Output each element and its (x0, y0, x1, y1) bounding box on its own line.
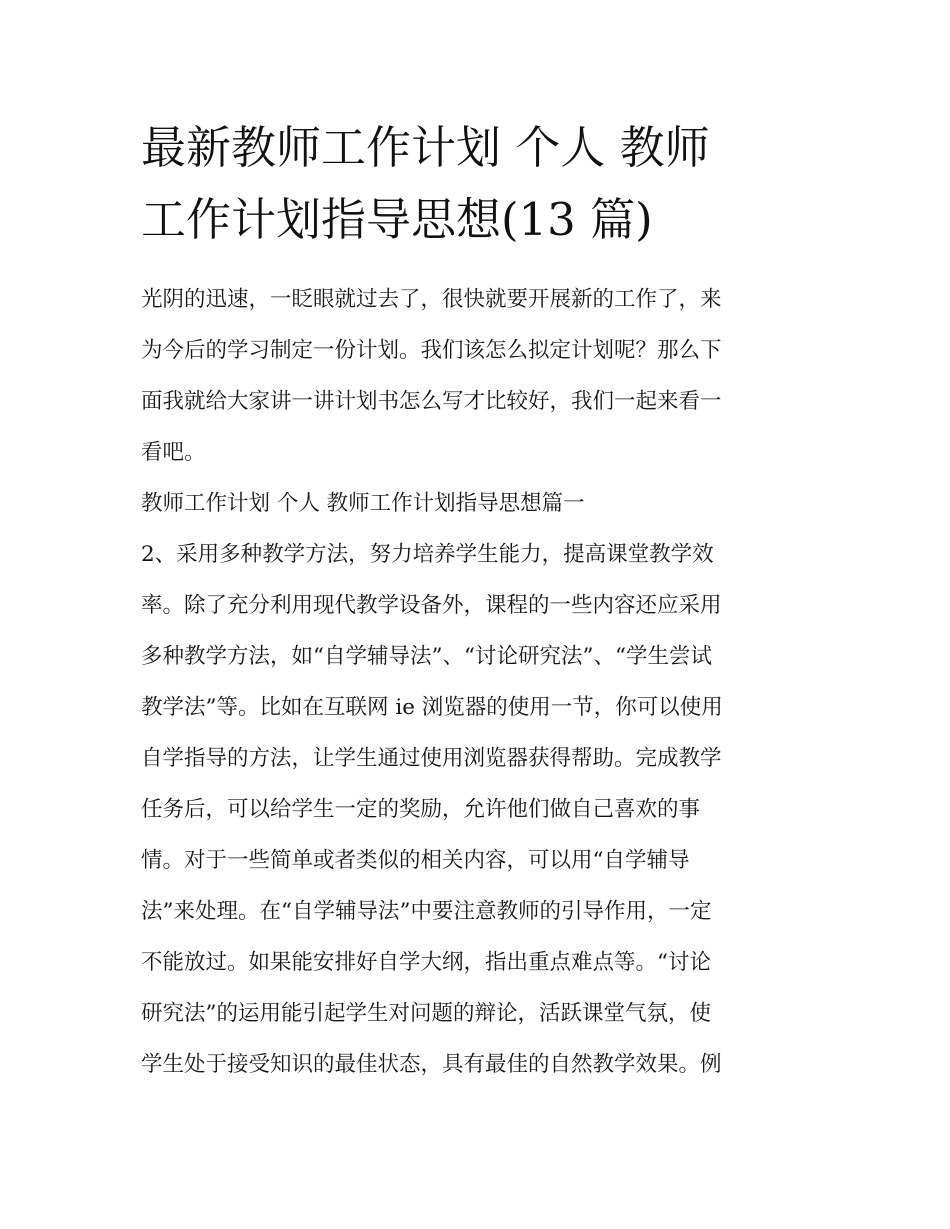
section-heading: 教师工作计划 个人 教师工作计划指导思想篇一 (141, 491, 585, 516)
paragraph-line-4: 教学法”等。比如在互联网 ie 浏览器的使用一节，你可以使用 (141, 695, 723, 720)
title-line-2: 工作计划指导思想(13 篇) (141, 193, 653, 246)
intro-line-4: 看吧。 (141, 440, 206, 465)
paragraph-line-8: 法”来处理。在“自学辅导法”中要注意教师的引导作用，一定 (141, 899, 712, 924)
paragraph-line-1: 2、采用多种教学方法，努力培养学生能力，提高课堂教学效 (141, 542, 714, 567)
paragraph-line-10: 研究法”的运用能引起学生对问题的辩论，活跃课堂气氛，使 (141, 1001, 711, 1026)
document-title (141, 112, 813, 256)
intro-line-1: 光阴的迅速，一眨眼就过去了，很快就要开展新的工作了，来 (141, 287, 722, 312)
paragraph-line-5: 自学指导的方法，让学生通过使用浏览器获得帮助。完成教学 (141, 746, 722, 771)
paragraph-line-7: 情。对于一些简单或者类似的相关内容，可以用“自学辅导 (141, 848, 690, 873)
document-content (141, 112, 813, 1090)
intro-line-2: 为今后的学习制定一份计划。我们该怎么拟定计划呢？那么下 (141, 338, 722, 363)
paragraph-line-6: 任务后，可以给学生一定的奖励，允许他们做自己喜欢的事 (141, 797, 701, 822)
paragraph-line-11: 学生处于接受知识的最佳状态，具有最佳的自然教学效果。例 (141, 1052, 722, 1077)
paragraph-line-2: 率。除了充分利用现代教学设备外，课程的一些内容还应采用 (141, 593, 722, 618)
paragraph-line-9: 不能放过。如果能安排好自学大纲，指出重点难点等。“讨论 (141, 950, 711, 975)
intro-line-3: 面我就给大家讲一讲计划书怎么写才比较好，我们一起来看一 (141, 389, 722, 414)
paragraph-line-3: 多种教学方法，如“自学辅导法”、“讨论研究法”、“学生尝试 (141, 644, 712, 669)
title-line-1: 最新教师工作计划 个人 教师 (141, 121, 710, 174)
document-body (141, 274, 813, 1090)
